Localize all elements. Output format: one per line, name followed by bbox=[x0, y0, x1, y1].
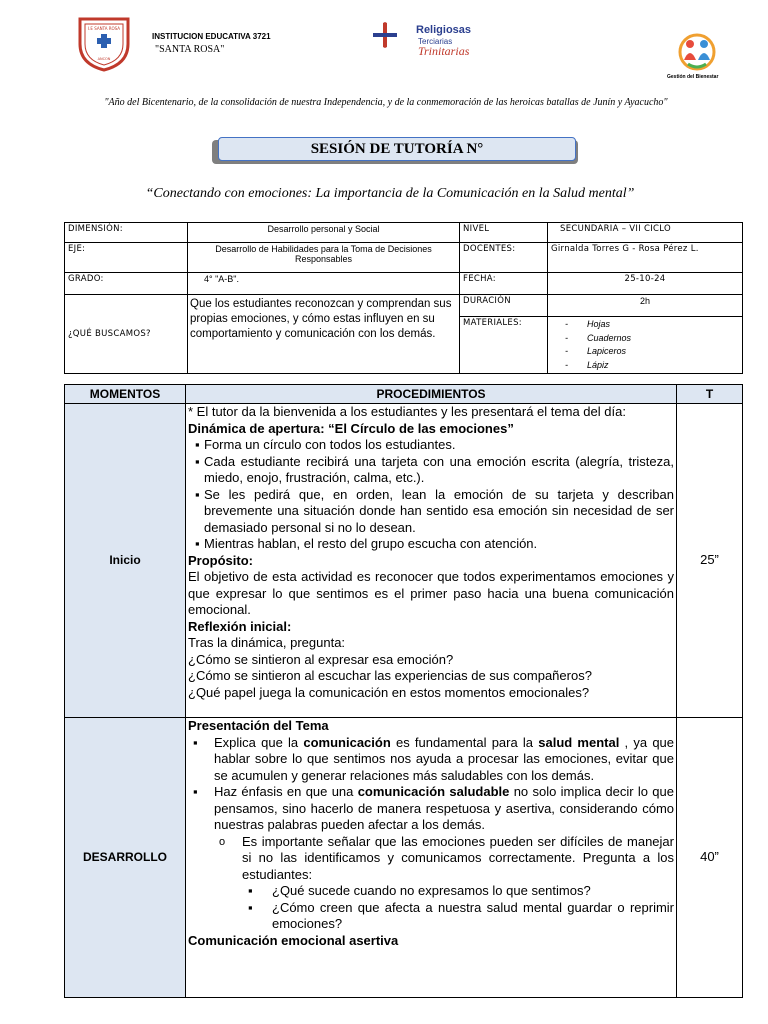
reflection-title: Reflexión inicial: bbox=[188, 618, 292, 634]
nivel-value: SECUNDARIA – VII CICLO bbox=[548, 223, 743, 243]
list-item: ▪ Cada estudiante recibirá una tarjeta con una emoción escrita (alegría, tristeza, miedo, enojo, frustración, calma, etc.). bbox=[188, 454, 674, 487]
purpose-title: Propósito: bbox=[188, 552, 253, 568]
student-questions bbox=[188, 883, 674, 933]
moment-inicio: Inicio bbox=[65, 404, 186, 718]
duracion-value: 2h bbox=[548, 295, 743, 317]
fecha-label: FECHA: bbox=[460, 273, 548, 295]
col-procedimientos: PROCEDIMIENTOS bbox=[186, 385, 677, 404]
institution-subname: "SANTA ROSA" bbox=[155, 44, 225, 55]
docentes-label: DOCENTES: bbox=[460, 243, 548, 273]
session-subtitle: “Conectando con emociones: La importancia de la Comunicación en la Salud mental” bbox=[145, 186, 635, 201]
list-item: o Es importante señalar que las emociones pueden ser difíciles de manejar si no las identificamos y comunicamos correctamente. Pregunta a los estudiantes: bbox=[242, 834, 674, 884]
congregation-line3: Trinitarias bbox=[418, 44, 470, 58]
duracion-label: DURACIÓN bbox=[460, 295, 548, 317]
list-item: ▪ ¿Qué sucede cuando no expresamos lo que sentimos? bbox=[272, 883, 674, 900]
grado-value: 4° "A-B". bbox=[188, 273, 460, 295]
row-desarrollo bbox=[65, 718, 743, 998]
congregation-line1: Religiosas bbox=[416, 24, 472, 36]
reflection-line: Tras la dinámica, pregunta: bbox=[188, 635, 346, 650]
list-item: ▪ Haz énfasis en que una comunicación saludable no solo implica decir lo que pensamos, sino hacerlo de manera respetuosa y asertiva, considerando cómo nuestras palabras pueden afectar a los demás. bbox=[214, 784, 674, 834]
moment-desarrollo: DESARROLLO bbox=[65, 718, 186, 998]
topic-title: Presentación del Tema bbox=[188, 718, 329, 733]
materiales-value bbox=[548, 317, 743, 374]
session-info-table bbox=[64, 222, 743, 374]
dynamic-steps bbox=[188, 437, 674, 553]
list-item: ▪ ¿Cómo creen que afecta a nuestra salud mental guardar o reprimir emociones? bbox=[272, 900, 674, 933]
desarrollo-content bbox=[186, 718, 677, 998]
session-title: SESIÓN DE TUTORÍA N° bbox=[218, 137, 576, 161]
nivel-label: NIVEL bbox=[460, 223, 548, 243]
svg-text:I.E SANTA ROSA: I.E SANTA ROSA bbox=[87, 26, 121, 31]
material-item: - Lápiz bbox=[587, 359, 739, 373]
materiales-label: MATERIALES: bbox=[460, 317, 548, 374]
svg-text:ANCON: ANCON bbox=[97, 57, 111, 61]
institution-name: INSTITUCION EDUCATIVA 3721 bbox=[152, 32, 271, 41]
row-inicio bbox=[65, 404, 743, 718]
reflection-line: ¿Qué papel juega la comunicación en estos momentos emocionales? bbox=[188, 684, 590, 700]
list-item: ▪ Explica que la comunicación es fundamental para la salud mental , ya que hablar sobre lo que sentimos nos ayuda a procesar las emociones, evitar que se acumulen y generar relaciones más saludables con los demás. bbox=[214, 735, 674, 785]
sub-points bbox=[188, 834, 674, 884]
buscamos-value: Que los estudiantes reconozcan y comprendan sus propias emociones, y cómo estas influyen en su comportamiento y comunicación con los demás. bbox=[188, 295, 460, 374]
info-row-eje bbox=[65, 243, 743, 273]
purpose-text: El objetivo de esta actividad es reconocer que todos experimentamos emociones y que expresar lo que sentimos es el primer paso hacia una buena comunicación emocional. bbox=[188, 569, 674, 617]
procedures-table bbox=[64, 384, 743, 998]
reflection-line: ¿Cómo se sintieron al expresar esa emoción? bbox=[188, 651, 454, 667]
dynamic-title: Dinámica de apertura: “El Círculo de las emociones” bbox=[188, 420, 514, 436]
inicio-intro: * El tutor da la bienvenida a los estudiantes y les presentará el tema del día: bbox=[188, 404, 626, 419]
list-item: ▪ Mientras hablan, el resto del grupo escucha con atención. bbox=[188, 536, 674, 553]
grado-label: GRADO: bbox=[65, 273, 188, 295]
dimension-value: Desarrollo personal y Social bbox=[188, 223, 460, 243]
trinitarian-cross-icon bbox=[372, 22, 398, 48]
time-desarrollo: 40” bbox=[677, 718, 743, 998]
buscamos-label: ¿QUÉ BUSCAMOS? bbox=[65, 295, 188, 374]
material-item: - Cuadernos bbox=[587, 332, 739, 346]
eje-label: EJE: bbox=[65, 243, 188, 273]
dimension-label: DIMENSIÓN: bbox=[65, 223, 188, 243]
wellbeing-logo bbox=[674, 32, 720, 72]
wellbeing-label: Gestión del Bienestar bbox=[667, 74, 719, 80]
info-row-dimension bbox=[65, 223, 743, 243]
col-t: T bbox=[677, 385, 743, 404]
material-item: - Hojas bbox=[587, 318, 739, 332]
assertive-communication-title: Comunicación emocional asertiva bbox=[188, 932, 399, 948]
col-momentos: MOMENTOS bbox=[65, 385, 186, 404]
eje-value: Desarrollo de Habilidades para la Toma de Decisiones Responsables bbox=[188, 243, 460, 273]
reflection-line: ¿Cómo se sintieron al escuchar las experiencias de sus compañeros? bbox=[188, 668, 592, 683]
fecha-value: 25-10-24 bbox=[548, 273, 743, 295]
info-row-buscamos bbox=[65, 295, 743, 317]
time-inicio: 25” bbox=[677, 404, 743, 718]
info-row-grado bbox=[65, 273, 743, 295]
inicio-content bbox=[186, 404, 677, 718]
list-item: ▪ Forma un círculo con todos los estudiantes. bbox=[188, 437, 674, 454]
docentes-value: Girnalda Torres G - Rosa Pérez L. bbox=[548, 243, 743, 273]
material-item: - Lapiceros bbox=[587, 345, 739, 359]
materials-list bbox=[551, 318, 739, 372]
topic-points bbox=[188, 735, 674, 834]
list-item: ▪ Se les pedirá que, en orden, lean la emoción de su tarjeta y describan brevemente una situación donde han sentido esa emoción sin necesidad de ser demasiado personal si no lo desean. bbox=[188, 487, 674, 537]
congregation-line2: Terciarias bbox=[418, 37, 453, 46]
procedures-header-row bbox=[65, 385, 743, 404]
school-shield-logo bbox=[78, 16, 130, 72]
year-motto: "Año del Bicentenario, de la consolidación de nuestra Independencia, y de la conmemoración de las heroicas batallas de Junín y Ayacucho" bbox=[104, 97, 668, 108]
